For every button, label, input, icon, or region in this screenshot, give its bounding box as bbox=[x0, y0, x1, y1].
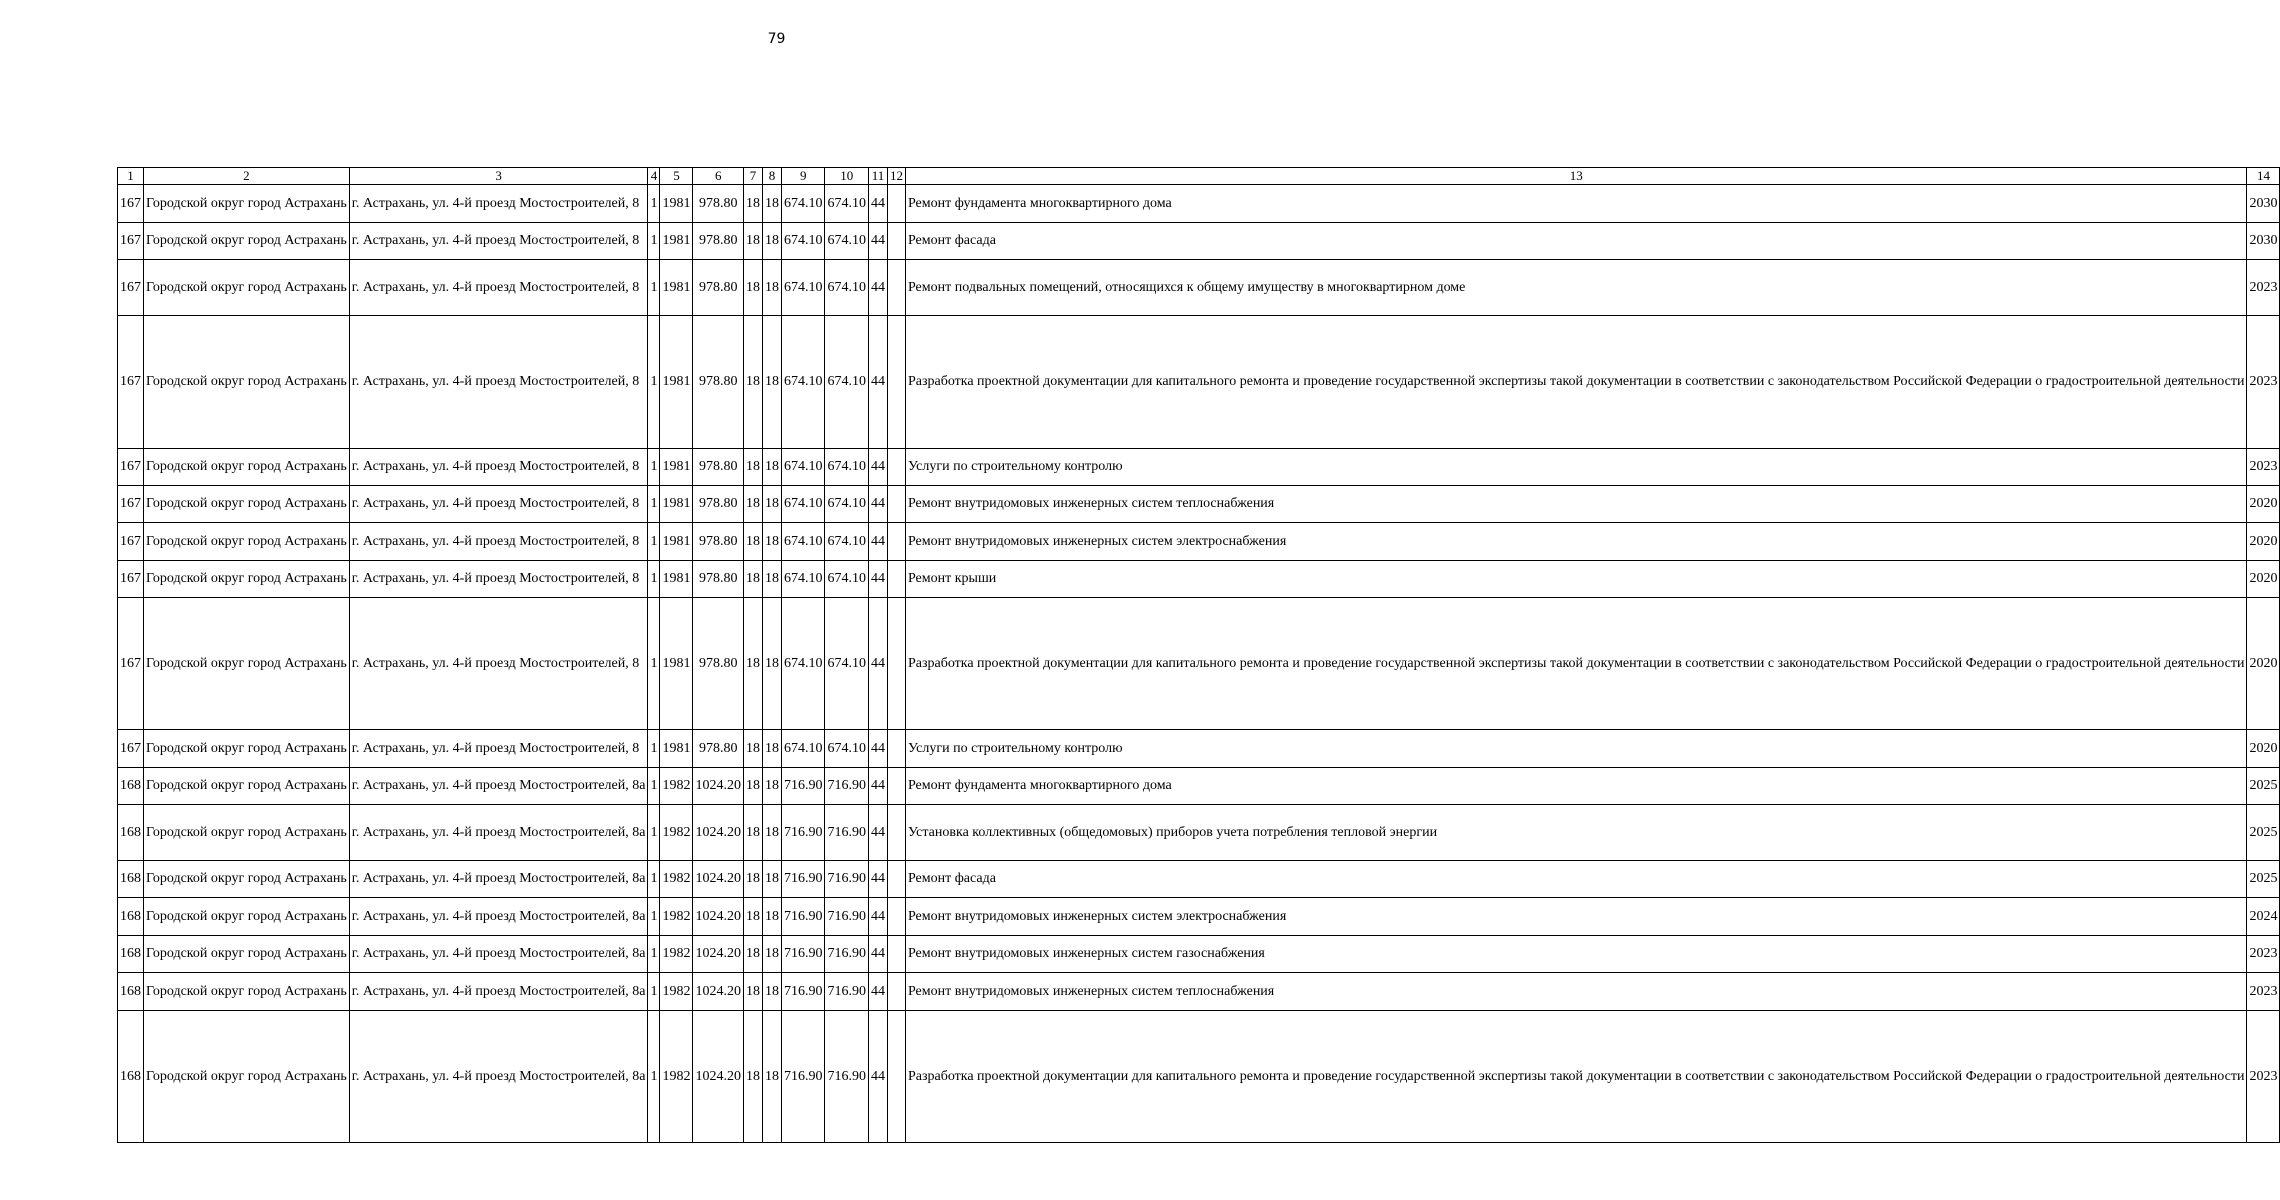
period-cell: 2025 bbox=[2247, 768, 2280, 805]
table-row bbox=[118, 730, 2280, 768]
column-header: 2 bbox=[144, 168, 350, 185]
col4-cell: 1 bbox=[648, 898, 660, 936]
col10-cell: 674.10 bbox=[825, 316, 869, 449]
col8-cell: 18 bbox=[762, 449, 781, 486]
table-row bbox=[118, 1011, 2280, 1143]
col4-cell: 1 bbox=[648, 523, 660, 561]
col6-cell: 978.80 bbox=[693, 730, 744, 768]
row-number: 168 bbox=[118, 805, 144, 861]
col7-cell: 18 bbox=[743, 805, 762, 861]
col8-cell: 18 bbox=[762, 768, 781, 805]
col7-cell: 18 bbox=[743, 223, 762, 260]
municipality-cell: Городской округ город Астрахань bbox=[144, 523, 350, 561]
period-cell: 2024 bbox=[2247, 898, 2280, 936]
column-header: 11 bbox=[868, 168, 887, 185]
municipality-cell: Городской округ город Астрахань bbox=[144, 561, 350, 598]
col9-cell: 674.10 bbox=[781, 185, 825, 223]
year-cell: 1981 bbox=[660, 316, 693, 449]
col11-cell: 44 bbox=[868, 898, 887, 936]
address-cell: г. Астрахань, ул. 4-й проезд Мостостроителей, 8 bbox=[349, 730, 648, 768]
col6-cell: 1024.20 bbox=[693, 1011, 744, 1143]
year-cell: 1981 bbox=[660, 260, 693, 316]
year-cell: 1982 bbox=[660, 898, 693, 936]
row-number: 168 bbox=[118, 973, 144, 1011]
table-row bbox=[118, 861, 2280, 898]
col4-cell: 1 bbox=[648, 486, 660, 523]
col9-cell: 716.90 bbox=[781, 973, 825, 1011]
col10-cell: 674.10 bbox=[825, 260, 869, 316]
row-number: 167 bbox=[118, 449, 144, 486]
col8-cell: 18 bbox=[762, 223, 781, 260]
col11-cell: 44 bbox=[868, 486, 887, 523]
period-cell: 2023 bbox=[2247, 316, 2280, 449]
col8-cell: 18 bbox=[762, 1011, 781, 1143]
col7-cell: 18 bbox=[743, 598, 762, 730]
col7-cell: 18 bbox=[743, 260, 762, 316]
row-number: 167 bbox=[118, 523, 144, 561]
municipality-cell: Городской округ город Астрахань bbox=[144, 730, 350, 768]
year-cell: 1981 bbox=[660, 561, 693, 598]
col12-cell bbox=[887, 973, 905, 1011]
col6-cell: 978.80 bbox=[693, 316, 744, 449]
address-cell: г. Астрахань, ул. 4-й проезд Мостостроителей, 8 bbox=[349, 260, 648, 316]
col7-cell: 18 bbox=[743, 730, 762, 768]
year-cell: 1981 bbox=[660, 449, 693, 486]
register-table bbox=[117, 167, 2280, 1143]
row-number: 167 bbox=[118, 730, 144, 768]
col6-cell: 978.80 bbox=[693, 598, 744, 730]
col9-cell: 674.10 bbox=[781, 223, 825, 260]
work-type-cell: Ремонт внутридомовых инженерных систем электроснабжения bbox=[905, 898, 2247, 936]
work-type-cell: Разработка проектной документации для капитального ремонта и проведение государственной экспертизы такой документации в соответствии с законодательством Российской Федерации о градостроительной деятельности bbox=[905, 316, 2247, 449]
col11-cell: 44 bbox=[868, 260, 887, 316]
col10-cell: 716.90 bbox=[825, 805, 869, 861]
col7-cell: 18 bbox=[743, 449, 762, 486]
col9-cell: 716.90 bbox=[781, 768, 825, 805]
period-cell: 2020 bbox=[2247, 486, 2280, 523]
col11-cell: 44 bbox=[868, 223, 887, 260]
col8-cell: 18 bbox=[762, 730, 781, 768]
col11-cell: 44 bbox=[868, 449, 887, 486]
col11-cell: 44 bbox=[868, 730, 887, 768]
col8-cell: 18 bbox=[762, 316, 781, 449]
col10-cell: 674.10 bbox=[825, 185, 869, 223]
col7-cell: 18 bbox=[743, 185, 762, 223]
period-cell: 2023 bbox=[2247, 973, 2280, 1011]
col4-cell: 1 bbox=[648, 936, 660, 973]
table-row bbox=[118, 486, 2280, 523]
col9-cell: 674.10 bbox=[781, 449, 825, 486]
municipality-cell: Городской округ город Астрахань bbox=[144, 185, 350, 223]
col9-cell: 674.10 bbox=[781, 523, 825, 561]
col4-cell: 1 bbox=[648, 223, 660, 260]
address-cell: г. Астрахань, ул. 4-й проезд Мостостроителей, 8 bbox=[349, 598, 648, 730]
period-cell: 2020 bbox=[2247, 561, 2280, 598]
col11-cell: 44 bbox=[868, 598, 887, 730]
col12-cell bbox=[887, 1011, 905, 1143]
work-type-cell: Ремонт внутридомовых инженерных систем теплоснабжения bbox=[905, 486, 2247, 523]
col4-cell: 1 bbox=[648, 316, 660, 449]
col10-cell: 716.90 bbox=[825, 861, 869, 898]
col9-cell: 716.90 bbox=[781, 1011, 825, 1143]
period-cell: 2020 bbox=[2247, 598, 2280, 730]
year-cell: 1981 bbox=[660, 598, 693, 730]
municipality-cell: Городской округ город Астрахань bbox=[144, 805, 350, 861]
table-row bbox=[118, 805, 2280, 861]
address-cell: г. Астрахань, ул. 4-й проезд Мостостроителей, 8 bbox=[349, 486, 648, 523]
period-cell: 2023 bbox=[2247, 449, 2280, 486]
row-number: 167 bbox=[118, 598, 144, 730]
col7-cell: 18 bbox=[743, 936, 762, 973]
col7-cell: 18 bbox=[743, 768, 762, 805]
address-cell: г. Астрахань, ул. 4-й проезд Мостостроителей, 8 bbox=[349, 223, 648, 260]
column-header: 13 bbox=[905, 168, 2247, 185]
col6-cell: 1024.20 bbox=[693, 973, 744, 1011]
col11-cell: 44 bbox=[868, 805, 887, 861]
col7-cell: 18 bbox=[743, 561, 762, 598]
col10-cell: 674.10 bbox=[825, 223, 869, 260]
col7-cell: 18 bbox=[743, 898, 762, 936]
address-cell: г. Астрахань, ул. 4-й проезд Мостостроителей, 8 bbox=[349, 449, 648, 486]
col11-cell: 44 bbox=[868, 1011, 887, 1143]
table-row bbox=[118, 936, 2280, 973]
period-cell: 2020 bbox=[2247, 730, 2280, 768]
address-cell: г. Астрахань, ул. 4-й проезд Мостостроителей, 8 bbox=[349, 185, 648, 223]
col6-cell: 978.80 bbox=[693, 449, 744, 486]
period-cell: 2023 bbox=[2247, 260, 2280, 316]
col4-cell: 1 bbox=[648, 561, 660, 598]
col8-cell: 18 bbox=[762, 523, 781, 561]
col6-cell: 978.80 bbox=[693, 223, 744, 260]
col4-cell: 1 bbox=[648, 805, 660, 861]
year-cell: 1982 bbox=[660, 768, 693, 805]
col8-cell: 18 bbox=[762, 861, 781, 898]
col11-cell: 44 bbox=[868, 768, 887, 805]
municipality-cell: Городской округ город Астрахань bbox=[144, 260, 350, 316]
col9-cell: 674.10 bbox=[781, 730, 825, 768]
col8-cell: 18 bbox=[762, 973, 781, 1011]
col6-cell: 978.80 bbox=[693, 561, 744, 598]
col4-cell: 1 bbox=[648, 1011, 660, 1143]
col4-cell: 1 bbox=[648, 973, 660, 1011]
col12-cell bbox=[887, 449, 905, 486]
col8-cell: 18 bbox=[762, 561, 781, 598]
table-row bbox=[118, 185, 2280, 223]
col9-cell: 674.10 bbox=[781, 561, 825, 598]
col10-cell: 674.10 bbox=[825, 523, 869, 561]
col9-cell: 716.90 bbox=[781, 936, 825, 973]
col11-cell: 44 bbox=[868, 936, 887, 973]
col7-cell: 18 bbox=[743, 973, 762, 1011]
column-header: 4 bbox=[648, 168, 660, 185]
col10-cell: 674.10 bbox=[825, 598, 869, 730]
col8-cell: 18 bbox=[762, 486, 781, 523]
period-cell: 2025 bbox=[2247, 805, 2280, 861]
year-cell: 1981 bbox=[660, 223, 693, 260]
address-cell: г. Астрахань, ул. 4-й проезд Мостостроителей, 8а bbox=[349, 936, 648, 973]
col7-cell: 18 bbox=[743, 523, 762, 561]
period-cell: 2023 bbox=[2247, 1011, 2280, 1143]
col12-cell bbox=[887, 523, 905, 561]
municipality-cell: Городской округ город Астрахань bbox=[144, 316, 350, 449]
work-type-cell: Ремонт внутридомовых инженерных систем газоснабжения bbox=[905, 936, 2247, 973]
row-number: 168 bbox=[118, 898, 144, 936]
row-number: 167 bbox=[118, 486, 144, 523]
col6-cell: 978.80 bbox=[693, 523, 744, 561]
row-number: 167 bbox=[118, 223, 144, 260]
col11-cell: 44 bbox=[868, 523, 887, 561]
row-number: 168 bbox=[118, 1011, 144, 1143]
table-row bbox=[118, 316, 2280, 449]
municipality-cell: Городской округ город Астрахань bbox=[144, 598, 350, 730]
address-cell: г. Астрахань, ул. 4-й проезд Мостостроителей, 8 bbox=[349, 316, 648, 449]
col6-cell: 1024.20 bbox=[693, 861, 744, 898]
col6-cell: 1024.20 bbox=[693, 768, 744, 805]
address-cell: г. Астрахань, ул. 4-й проезд Мостостроителей, 8а bbox=[349, 768, 648, 805]
work-type-cell: Ремонт крыши bbox=[905, 561, 2247, 598]
municipality-cell: Городской округ город Астрахань bbox=[144, 898, 350, 936]
col10-cell: 674.10 bbox=[825, 486, 869, 523]
col4-cell: 1 bbox=[648, 185, 660, 223]
column-header: 7 bbox=[743, 168, 762, 185]
municipality-cell: Городской округ город Астрахань bbox=[144, 861, 350, 898]
table-row bbox=[118, 523, 2280, 561]
col12-cell bbox=[887, 598, 905, 730]
work-type-cell: Ремонт внутридомовых инженерных систем электроснабжения bbox=[905, 523, 2247, 561]
col4-cell: 1 bbox=[648, 598, 660, 730]
table-row bbox=[118, 973, 2280, 1011]
col6-cell: 978.80 bbox=[693, 260, 744, 316]
col12-cell bbox=[887, 730, 905, 768]
address-cell: г. Астрахань, ул. 4-й проезд Мостостроителей, 8а bbox=[349, 805, 648, 861]
work-type-cell: Услуги по строительному контролю bbox=[905, 449, 2247, 486]
year-cell: 1982 bbox=[660, 861, 693, 898]
table-row bbox=[118, 768, 2280, 805]
col8-cell: 18 bbox=[762, 260, 781, 316]
col11-cell: 44 bbox=[868, 973, 887, 1011]
col6-cell: 978.80 bbox=[693, 486, 744, 523]
period-cell: 2030 bbox=[2247, 185, 2280, 223]
address-cell: г. Астрахань, ул. 4-й проезд Мостостроителей, 8а bbox=[349, 973, 648, 1011]
col12-cell bbox=[887, 768, 905, 805]
year-cell: 1981 bbox=[660, 730, 693, 768]
work-type-cell: Установка коллективных (общедомовых) приборов учета потребления тепловой энергии bbox=[905, 805, 2247, 861]
table-row bbox=[118, 898, 2280, 936]
work-type-cell: Ремонт фундамента многоквартирного дома bbox=[905, 768, 2247, 805]
col10-cell: 674.10 bbox=[825, 561, 869, 598]
col7-cell: 18 bbox=[743, 316, 762, 449]
period-cell: 2023 bbox=[2247, 936, 2280, 973]
col4-cell: 1 bbox=[648, 730, 660, 768]
year-cell: 1982 bbox=[660, 936, 693, 973]
page-number: 79 bbox=[767, 31, 786, 47]
column-header: 1 bbox=[118, 168, 144, 185]
work-type-cell: Ремонт внутридомовых инженерных систем теплоснабжения bbox=[905, 973, 2247, 1011]
year-cell: 1982 bbox=[660, 973, 693, 1011]
col10-cell: 674.10 bbox=[825, 449, 869, 486]
table-row bbox=[118, 561, 2280, 598]
municipality-cell: Городской округ город Астрахань bbox=[144, 223, 350, 260]
col12-cell bbox=[887, 260, 905, 316]
col7-cell: 18 bbox=[743, 861, 762, 898]
municipality-cell: Городской округ город Астрахань bbox=[144, 449, 350, 486]
period-cell: 2030 bbox=[2247, 223, 2280, 260]
year-cell: 1981 bbox=[660, 185, 693, 223]
row-number: 168 bbox=[118, 861, 144, 898]
col9-cell: 674.10 bbox=[781, 598, 825, 730]
col6-cell: 1024.20 bbox=[693, 898, 744, 936]
work-type-cell: Разработка проектной документации для капитального ремонта и проведение государственной экспертизы такой документации в соответствии с законодательством Российской Федерации о градостроительной деятельности bbox=[905, 1011, 2247, 1143]
col9-cell: 674.10 bbox=[781, 486, 825, 523]
col12-cell bbox=[887, 861, 905, 898]
table-row bbox=[118, 449, 2280, 486]
col12-cell bbox=[887, 223, 905, 260]
col10-cell: 716.90 bbox=[825, 768, 869, 805]
col11-cell: 44 bbox=[868, 861, 887, 898]
col12-cell bbox=[887, 936, 905, 973]
col11-cell: 44 bbox=[868, 561, 887, 598]
col12-cell bbox=[887, 898, 905, 936]
column-header: 12 bbox=[887, 168, 905, 185]
column-header: 5 bbox=[660, 168, 693, 185]
row-number: 168 bbox=[118, 936, 144, 973]
row-number: 167 bbox=[118, 260, 144, 316]
col9-cell: 716.90 bbox=[781, 805, 825, 861]
col12-cell bbox=[887, 316, 905, 449]
col11-cell: 44 bbox=[868, 316, 887, 449]
col4-cell: 1 bbox=[648, 449, 660, 486]
col6-cell: 1024.20 bbox=[693, 936, 744, 973]
year-cell: 1982 bbox=[660, 805, 693, 861]
column-header: 9 bbox=[781, 168, 825, 185]
address-cell: г. Астрахань, ул. 4-й проезд Мостостроителей, 8 bbox=[349, 523, 648, 561]
col9-cell: 716.90 bbox=[781, 861, 825, 898]
col8-cell: 18 bbox=[762, 898, 781, 936]
col10-cell: 674.10 bbox=[825, 730, 869, 768]
col9-cell: 716.90 bbox=[781, 898, 825, 936]
work-type-cell: Ремонт фасада bbox=[905, 223, 2247, 260]
year-cell: 1981 bbox=[660, 486, 693, 523]
municipality-cell: Городской округ город Астрахань bbox=[144, 936, 350, 973]
col4-cell: 1 bbox=[648, 260, 660, 316]
work-type-cell: Ремонт подвальных помещений, относящихся к общему имуществу в многоквартирном доме bbox=[905, 260, 2247, 316]
row-number: 168 bbox=[118, 768, 144, 805]
municipality-cell: Городской округ город Астрахань bbox=[144, 973, 350, 1011]
row-number: 167 bbox=[118, 185, 144, 223]
col8-cell: 18 bbox=[762, 805, 781, 861]
address-cell: г. Астрахань, ул. 4-й проезд Мостостроителей, 8а bbox=[349, 861, 648, 898]
address-cell: г. Астрахань, ул. 4-й проезд Мостостроителей, 8 bbox=[349, 561, 648, 598]
table-row bbox=[118, 598, 2280, 730]
column-header: 6 bbox=[693, 168, 744, 185]
period-cell: 2020 bbox=[2247, 523, 2280, 561]
col9-cell: 674.10 bbox=[781, 260, 825, 316]
col4-cell: 1 bbox=[648, 861, 660, 898]
col12-cell bbox=[887, 561, 905, 598]
col6-cell: 978.80 bbox=[693, 185, 744, 223]
work-type-cell: Разработка проектной документации для капитального ремонта и проведение государственной экспертизы такой документации в соответствии с законодательством Российской Федерации о градостроительной деятельности bbox=[905, 598, 2247, 730]
column-numbers-row bbox=[118, 168, 2280, 185]
col8-cell: 18 bbox=[762, 598, 781, 730]
municipality-cell: Городской округ город Астрахань bbox=[144, 768, 350, 805]
row-number: 167 bbox=[118, 561, 144, 598]
column-header: 14 bbox=[2247, 168, 2280, 185]
col10-cell: 716.90 bbox=[825, 973, 869, 1011]
work-type-cell: Ремонт фундамента многоквартирного дома bbox=[905, 185, 2247, 223]
address-cell: г. Астрахань, ул. 4-й проезд Мостостроителей, 8а bbox=[349, 898, 648, 936]
col12-cell bbox=[887, 805, 905, 861]
col8-cell: 18 bbox=[762, 185, 781, 223]
period-cell: 2025 bbox=[2247, 861, 2280, 898]
col11-cell: 44 bbox=[868, 185, 887, 223]
col7-cell: 18 bbox=[743, 486, 762, 523]
col10-cell: 716.90 bbox=[825, 1011, 869, 1143]
table-row bbox=[118, 260, 2280, 316]
year-cell: 1982 bbox=[660, 1011, 693, 1143]
table-row bbox=[118, 223, 2280, 260]
column-header: 3 bbox=[349, 168, 648, 185]
column-header: 10 bbox=[825, 168, 869, 185]
address-cell: г. Астрахань, ул. 4-й проезд Мостостроителей, 8а bbox=[349, 1011, 648, 1143]
municipality-cell: Городской округ город Астрахань bbox=[144, 486, 350, 523]
municipality-cell: Городской округ город Астрахань bbox=[144, 1011, 350, 1143]
year-cell: 1981 bbox=[660, 523, 693, 561]
column-header: 8 bbox=[762, 168, 781, 185]
work-type-cell: Услуги по строительному контролю bbox=[905, 730, 2247, 768]
col10-cell: 716.90 bbox=[825, 898, 869, 936]
col4-cell: 1 bbox=[648, 768, 660, 805]
col10-cell: 716.90 bbox=[825, 936, 869, 973]
col12-cell bbox=[887, 185, 905, 223]
col9-cell: 674.10 bbox=[781, 316, 825, 449]
col6-cell: 1024.20 bbox=[693, 805, 744, 861]
col7-cell: 18 bbox=[743, 1011, 762, 1143]
col8-cell: 18 bbox=[762, 936, 781, 973]
col12-cell bbox=[887, 486, 905, 523]
row-number: 167 bbox=[118, 316, 144, 449]
work-type-cell: Ремонт фасада bbox=[905, 861, 2247, 898]
